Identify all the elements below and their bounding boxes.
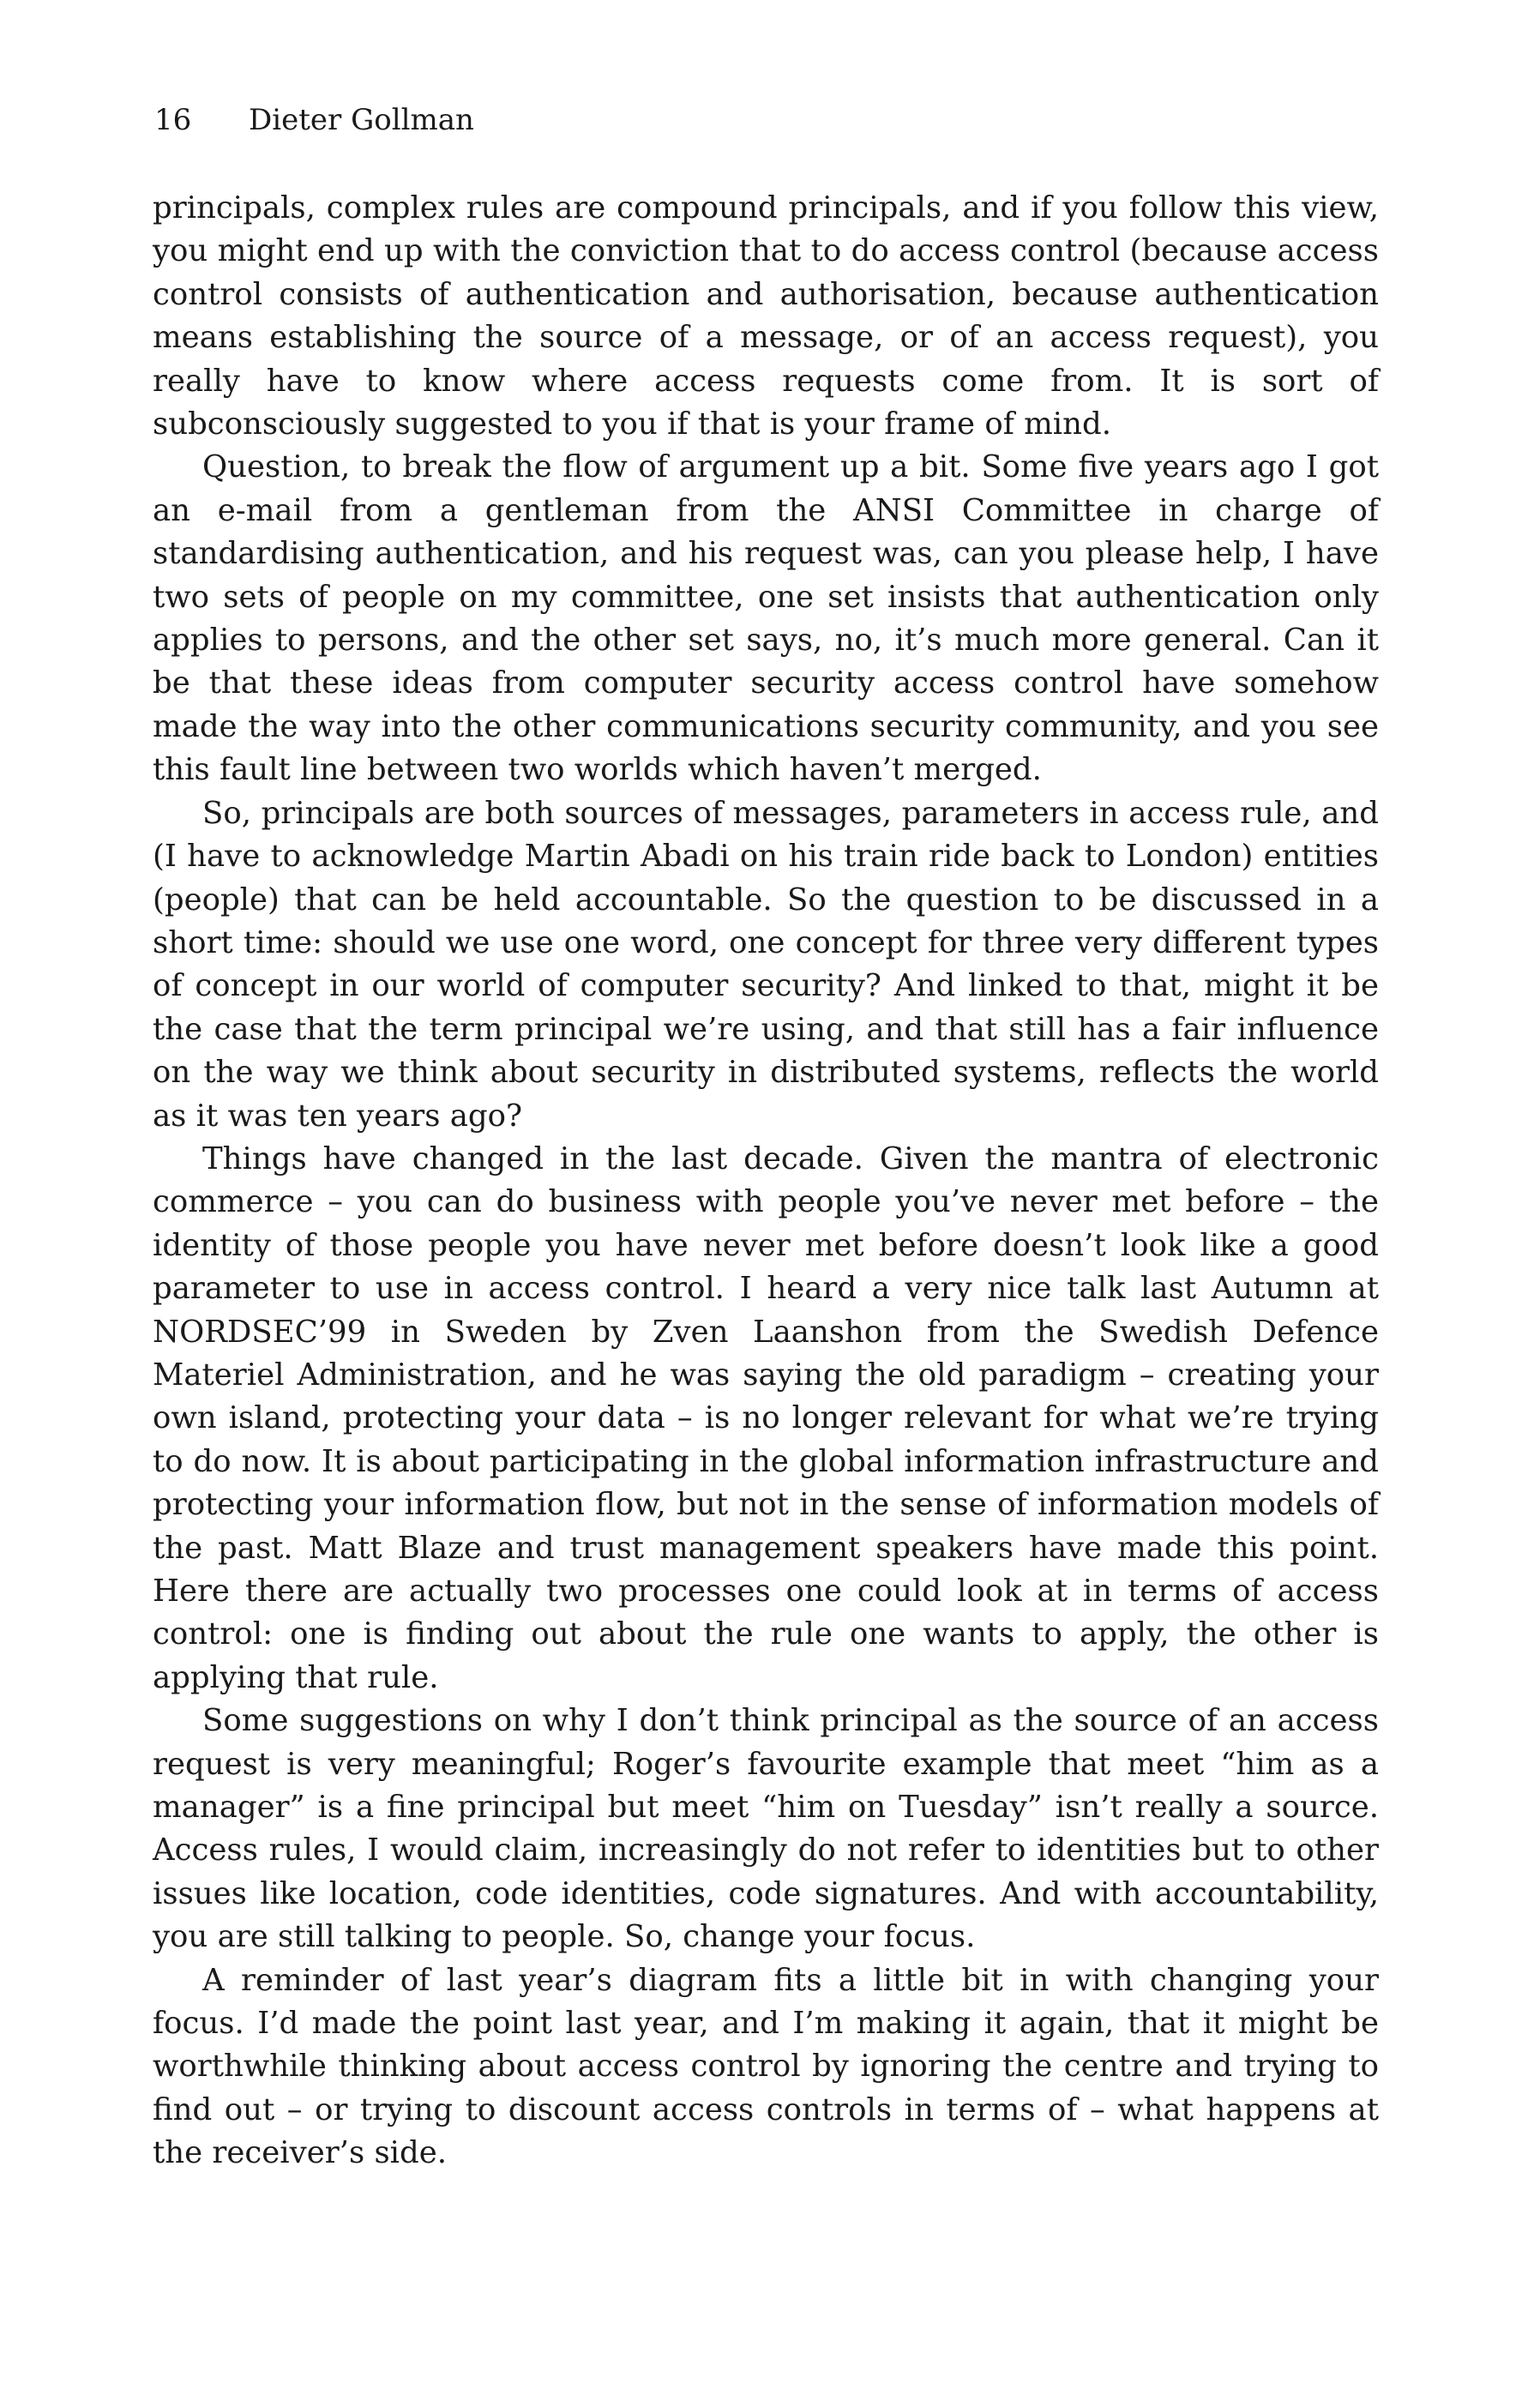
paragraph-3: So, principals are both sources of messages, parameters in access rule, and (I have to acknowledge Martin Abadi on his train ride back to London) entities (people) that can be held accountable. So the question to be discussed in a short time: should we use one word, one concept for three very different types of concept in our world of computer security? And linked to that, might it be the case that the term principal we’re using, and that still has a fair influence on the way we think about security in distributed systems, reflects the world as it was ten years ago? xyxy=(153,795,1379,1134)
running-head-author: Dieter Gollman xyxy=(249,103,474,137)
page-number: 16 xyxy=(154,103,192,137)
running-head xyxy=(154,101,474,139)
body-text xyxy=(153,187,1379,2175)
paragraph-1: principals, complex rules are compound principals, and if you follow this view, you might end up with the conviction that to do access control (because access control consists of authentication and authorisation, because authentication means establishing the source of a message, or of an access request), you really have to know where access requests come from. It is sort of subconsciously suggested to you if that is your frame of mind. xyxy=(153,190,1379,442)
paragraph-6: A reminder of last year’s diagram fits a little bit in with changing your focus. I’d made the point last year, and I’m making it again, that it might be worthwhile thinking about access control by ignoring the centre and trying to find out – or trying to discount access controls in terms of – what happens at the receiver’s side. xyxy=(153,1962,1379,2171)
paragraph-2: Question, to break the flow of argument up a bit. Some five years ago I got an e-mail from a gentleman from the ANSI Committee in charge of standardising authentication, and his request was, can you please help, I have two sets of people on my committee, one set insists that authentication only applies to persons, and the other set says, no, it’s much more general. Can it be that these ideas from computer security access control have somehow made the way into the other communications security community, and you see this fault line between two worlds which haven’t merged. xyxy=(153,449,1379,788)
paragraph-5: Some suggestions on why I don’t think principal as the source of an access request is very meaningful; Roger’s favourite example that meet “him as a manager” is a fine principal but meet “him on Tuesday” isn’t really a source. Access rules, I would claim, increasingly do not refer to identities but to other issues like location, code identities, code signatures. And with accountability, you are still talking to people. So, change your focus. xyxy=(153,1703,1379,1955)
paragraph-4: Things have changed in the last decade. Given the mantra of electronic commerce – you can do business with people you’ve never met before – the identity of those people you have never met before doesn’t look like a good parameter to use in access control. I heard a very nice talk last Autumn at NORDSEC’99 in Sweden by Zven Laanshon from the Swedish Defence Materiel Administration, and he was saying the old paradigm – creating your own island, protecting your data – is no longer relevant for what we’re trying to do now. It is about participating in the global information infrastructure and protecting your information flow, but not in the sense of information models of the past. Matt Blaze and trust management speakers have made this point. Here there are actually two processes one could look at in terms of access control: one is finding out about the rule one wants to apply, the other is applying that rule. xyxy=(153,1140,1379,1695)
